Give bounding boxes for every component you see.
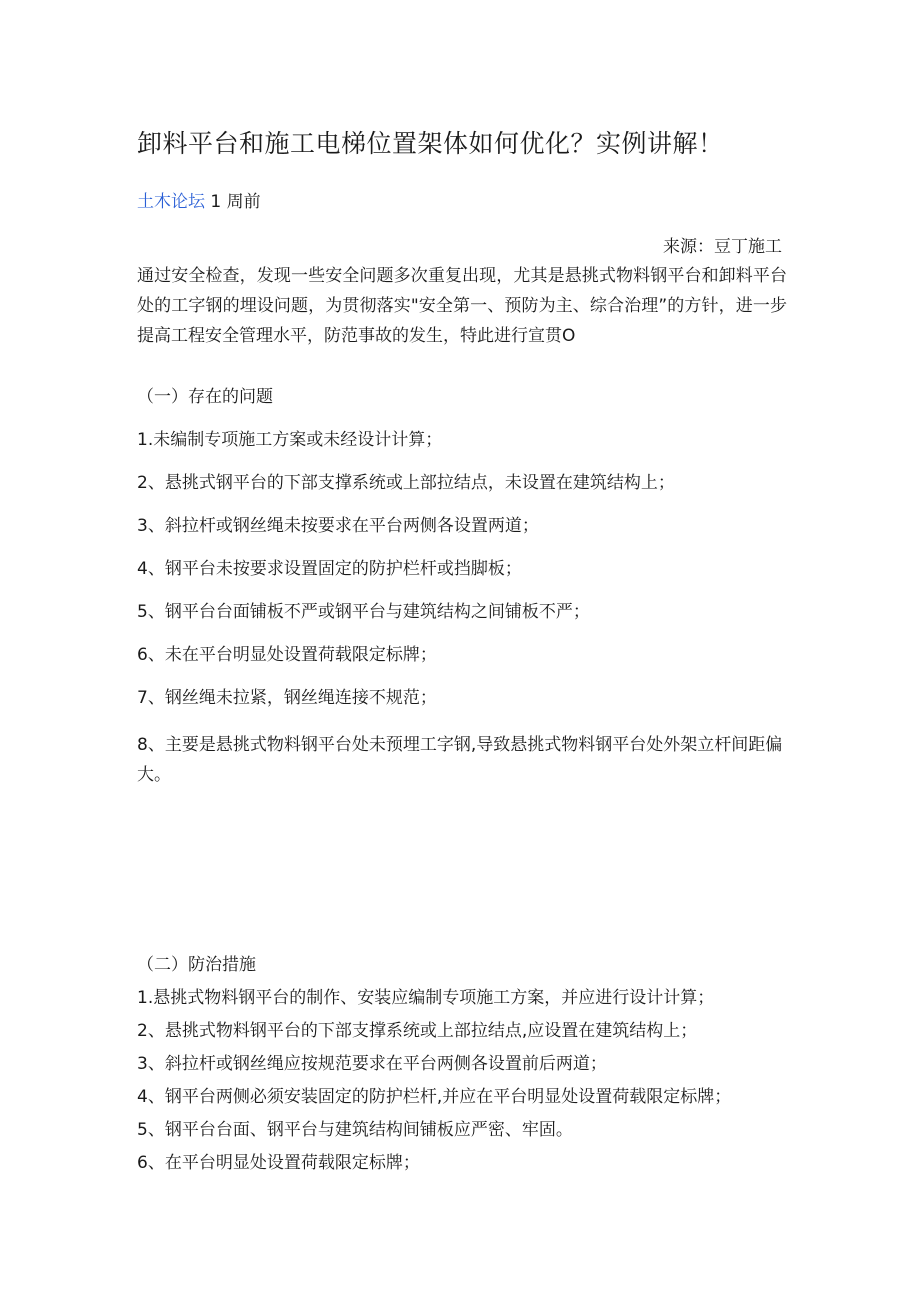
problems-heading: （一）存在的问题 [137,387,273,407]
measure-item: 6、在平台明显处设置荷载限定标牌； [137,1153,420,1173]
problem-item: 1.未编制专项施工方案或未经设计计算； [137,430,443,450]
problem-item: 5、钢平台台面铺板不严或钢平台与建筑结构之间铺板不严； [137,602,590,622]
problem-item: 6、未在平台明显处设置荷载限定标牌； [137,645,437,665]
measure-item: 1.悬挑式物料钢平台的制作、安装应编制专项施工方案，并应进行设计计算； [137,988,715,1008]
problem-item: 3、斜拉杆或钢丝绳未按要求在平台两侧各设置两道； [137,516,539,536]
author-link[interactable]: 土木论坛 [137,192,205,212]
problem-item: 8、主要是悬挑式物料钢平台处未预埋工字钢,导致悬挑式物料钢平台处外架立杆间距偏大。 [137,735,783,785]
measures-heading: （二）防治措施 [137,955,256,975]
measure-item: 3、斜拉杆或钢丝绳应按规范要求在平台两侧各设置前后两道； [137,1054,607,1074]
measure-item: 4、钢平台两侧必须安装固定的防护栏杆,并应在平台明显处设置荷载限定标牌； [137,1087,732,1107]
publish-time: 1 周前 [205,192,261,212]
article-meta [137,190,261,214]
article-source: 来源：豆丁施工 [663,237,782,257]
intro-paragraph: 通过安全检查，发现一些安全问题多次重复出现，尤其是悬挑式物料钢平台和卸料平台处的工字钢的埋设问题，为贯彻落实"安全第一、预防为主、综合治理”的方针，进一步提高工程安全管理水平，防范事故的发生，特此进行宣贯O [137,266,787,346]
problem-item: 4、钢平台未按要求设置固定的防护栏杆或挡脚板； [137,559,522,579]
problem-item: 7、钢丝绳未拉紧，钢丝绳连接不规范； [137,688,437,708]
article-title: 卸料平台和施工电梯位置架体如何优化？实例讲解！ [137,129,724,158]
measure-item: 5、钢平台台面、钢平台与建筑结构间铺板应严密、牢固。 [137,1120,573,1140]
problem-item: 2、悬挑式钢平台的下部支撑系统或上部拉结点，未设置在建筑结构上； [137,473,675,493]
measure-item: 2、悬挑式物料钢平台的下部支撑系统或上部拉结点,应设置在建筑结构上； [137,1021,698,1041]
